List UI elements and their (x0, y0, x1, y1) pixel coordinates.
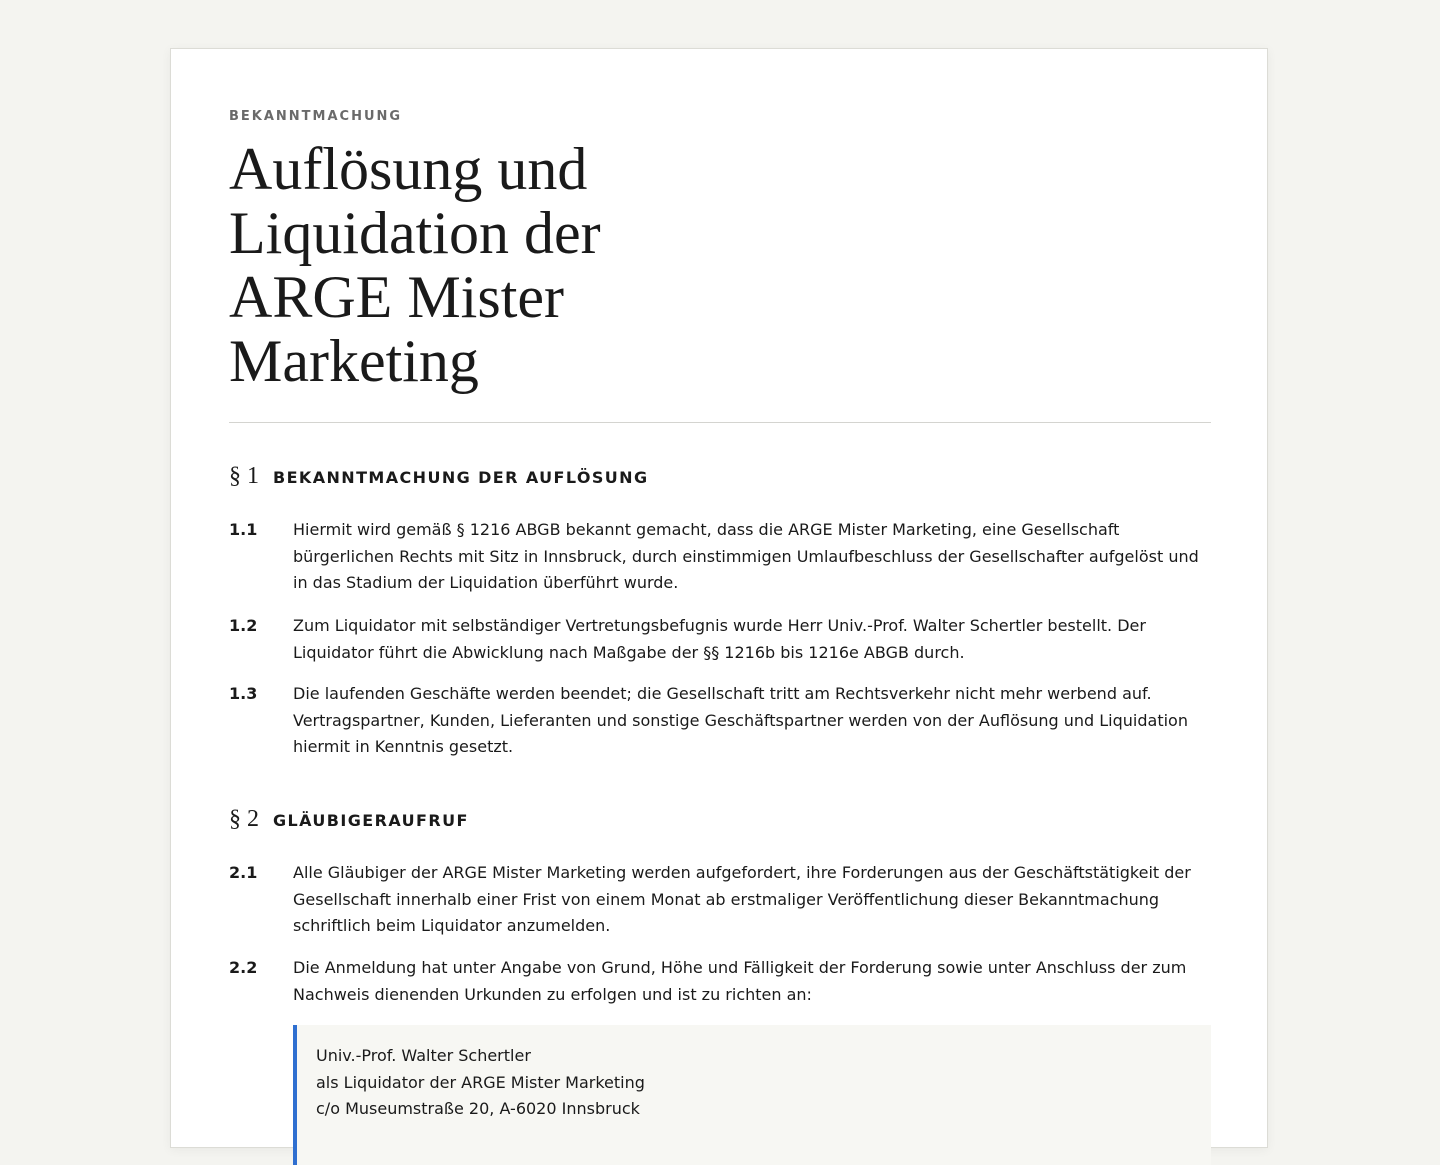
document-title: Auflösung und Liquidation der ARGE Mister Marketing (229, 136, 601, 394)
title-divider (229, 422, 1211, 423)
clause-1-1 (229, 517, 1211, 597)
clause-number: 2.1 (229, 863, 258, 882)
section-2-number: § 2 (229, 806, 259, 832)
clause-number: 2.2 (229, 958, 258, 977)
section-2-title: GLÄUBIGERAUFRUF (273, 811, 469, 830)
section-1-heading (229, 463, 649, 490)
clause-text: Zum Liquidator mit selbständiger Vertretungsbefugnis wurde Herr Univ.-Prof. Walter Schertler bestellt. Der Liquidator führt die Abwicklung nach Maßgabe der §§ 1216b bis 1216e ABGB durch. (293, 616, 1146, 662)
clause-2-2 (229, 955, 1211, 1008)
clause-number: 1.2 (229, 616, 258, 635)
address-line: Univ.-Prof. Walter Schertler (316, 1046, 531, 1065)
clause-text: Hiermit wird gemäß § 1216 ABGB bekannt gemacht, dass die ARGE Mister Marketing, eine Gesellschaft bürgerlichen Rechts mit Sitz in Innsbruck, durch einstimmigen Umlaufbeschluss der Gesellschafter aufgelöst und in das Stadium der Liquidation überführt wurde. (293, 520, 1199, 592)
clause-number: 1.3 (229, 684, 258, 703)
liquidator-address-block (293, 1025, 1211, 1165)
clause-text: Die laufenden Geschäfte werden beendet; die Gesellschaft tritt am Rechtsverkehr nicht mehr werbend auf. Vertragspartner, Kunden, Lieferanten und sonstige Geschäftspartner werden von der Auflösung und Liquidation hiermit in Kenntnis gesetzt. (293, 684, 1188, 756)
address-line: c/o Museumstraße 20, A-6020 Innsbruck (316, 1099, 640, 1118)
clause-2-1 (229, 860, 1211, 940)
document-sheet (170, 48, 1268, 1148)
clause-text: Alle Gläubiger der ARGE Mister Marketing werden aufgefordert, ihre Forderungen aus der Geschäftstätigkeit der Gesellschaft innerhalb einer Frist von einem Monat ab erstmaliger Veröffentlichung dieser Bekanntmachung schriftlich beim Liquidator anzumelden. (293, 863, 1191, 935)
clause-1-3 (229, 681, 1211, 761)
clause-number: 1.1 (229, 520, 258, 539)
section-2-heading (229, 806, 469, 833)
section-1-number: § 1 (229, 463, 259, 489)
document-kicker: BEKANNTMACHUNG (229, 109, 403, 124)
clause-1-2 (229, 613, 1211, 666)
address-line: als Liquidator der ARGE Mister Marketing (316, 1072, 645, 1092)
clause-text: Die Anmeldung hat unter Angabe von Grund, Höhe und Fälligkeit der Forderung sowie unter Anschluss der zum Nachweis dienenden Urkunden zu erfolgen und ist zu richten an: (293, 958, 1187, 1004)
section-1-title: BEKANNTMACHUNG DER AUFLÖSUNG (273, 468, 649, 487)
